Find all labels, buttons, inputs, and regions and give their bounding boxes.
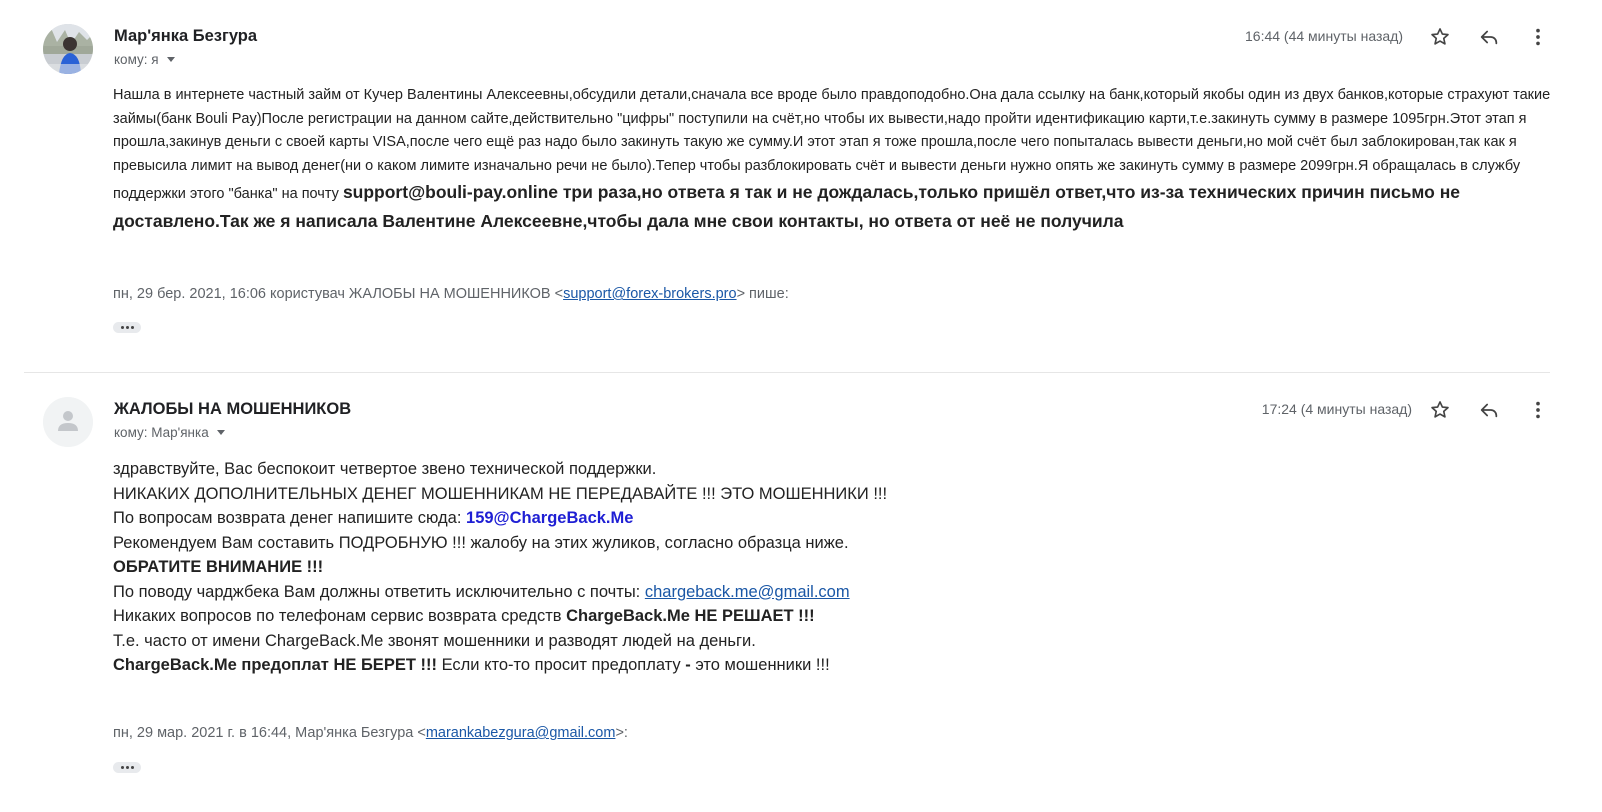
quote-suffix: > пише:: [736, 286, 789, 302]
chargeback-email-link[interactable]: chargeback.me@gmail.com: [644, 582, 850, 601]
quote-email-link[interactable]: marankabezgura@gmail.com: [425, 725, 616, 741]
chargeback-text: По поводу чарджбека Вам должны ответить исключительно с почты:: [113, 582, 645, 601]
message-body: [113, 84, 1553, 236]
sender-name[interactable]: ЖАЛОБЫ НА МОШЕННИКОВ: [114, 400, 352, 418]
body-line-greeting: здравствуйте, Вас беспокоит четвертое звено технической поддержки.: [113, 460, 657, 478]
sender-avatar-photo[interactable]: [43, 24, 93, 74]
body-line-chargeback-email: [113, 580, 1413, 605]
email-message-1: [0, 0, 1602, 372]
dot-icon: [126, 326, 129, 329]
quote-prefix: пн, 29 бер. 2021, 16:06 користувач ЖАЛОБЫ НА МОШЕННИКОВ <: [113, 286, 564, 302]
star-button[interactable]: [1426, 396, 1454, 424]
show-trimmed-content-button[interactable]: [113, 322, 141, 333]
dot-icon: [121, 326, 124, 329]
contact-email[interactable]: 159@ChargeBack.Me: [466, 509, 634, 527]
body-line-prepayment: [113, 653, 1413, 678]
chevron-down-icon[interactable]: [167, 57, 175, 62]
star-icon: [1429, 26, 1451, 48]
body-line-scam-calls: Т.е. часто от имени ChargeBack.Me звонят мошенники и разводят людей на деньги.: [113, 631, 756, 650]
message-body-text: Нашла в интернете частный займ от Кучер Валентины Алексеевны,обсудили детали,сначала все вроде было правдоподобно.Она дала ссылку на банк,который якобы один из двух банков,которые страхуют такие займы(банк Bouli Pay)После регистрации на данном сайте,действительно "цифры" поступили на счёт,но чтобы их вывести,надо пройти идентификацию карти,т.е.закинуть сумму в размере 1095грн.Этот этап я прошла,закинув деньги с своей карты VISA,после чего ещё раз надо было закинуть такую же сумму.И этот этап я тоже прошла,после чего попыталась вывести деньги,но мой счёт был заблокирован,так как я превысила лимит на вывод денег(ни о каком лимите изначально речи не было).Тепер чтобы разблокировать счёт и вывести деньги нужно опять же закинуть сумму в размере 2099грн.Я обращалась в службу поддержки этого "банка" на почту: [113, 87, 1551, 202]
reply-icon: [1478, 26, 1500, 48]
prepayment-dash: -: [685, 656, 691, 674]
quote-suffix: >:: [615, 725, 628, 741]
more-options-button[interactable]: [1524, 396, 1552, 424]
email-message-2: [0, 373, 1602, 812]
prepayment-end: это мошенники !!!: [690, 656, 830, 674]
sender-avatar-default[interactable]: [43, 397, 93, 447]
show-trimmed-content-button[interactable]: [113, 762, 141, 773]
body-line-warning: НИКАКИХ ДОПОЛНИТЕЛЬНЫХ ДЕНЕГ МОШЕННИКАМ НЕ ПЕРЕДАВАЙТЕ !!! ЭТО МОШЕННИКИ !!!: [113, 484, 888, 503]
chevron-down-icon[interactable]: [217, 430, 225, 435]
contact-text: По вопросам возврата денег напишите сюда:: [113, 509, 467, 527]
message-timestamp: 17:24 (4 минуты назад): [1261, 401, 1412, 417]
quoted-attribution: [113, 286, 789, 302]
phone-text: Никаких вопросов по телефонам сервис возврата средств: [113, 607, 567, 625]
recipient-label: кому: Мар'янка: [114, 425, 209, 440]
recipient-line[interactable]: [114, 425, 225, 440]
reply-icon: [1478, 399, 1500, 421]
more-vert-icon: [1527, 399, 1549, 421]
message-body: [113, 457, 1413, 678]
prepayment-bold-text: ChargeBack.Me предоплат НЕ БЕРЕТ !!!: [113, 656, 437, 674]
dot-icon: [131, 326, 134, 329]
star-icon: [1429, 399, 1451, 421]
phone-bold-text: ChargeBack.Me НЕ РЕШАЕТ !!!: [566, 607, 815, 625]
dot-icon: [131, 766, 134, 769]
quote-prefix: пн, 29 мар. 2021 г. в 16:44, Мар'янка Безгура <: [113, 725, 426, 741]
body-line-contact: [113, 506, 1413, 531]
more-vert-icon: [1527, 26, 1549, 48]
body-line-attention: ОБРАТИТЕ ВНИМАНИЕ !!!: [113, 558, 324, 576]
message-timestamp: 16:44 (44 минуты назад): [1245, 28, 1403, 44]
body-line-phone: [113, 604, 1413, 629]
body-line-recommend: Рекомендуем Вам составить ПОДРОБНУЮ !!! жалобу на этих жуликов, согласно образца ниже.: [113, 533, 849, 552]
reply-button[interactable]: [1475, 396, 1503, 424]
more-options-button[interactable]: [1524, 23, 1552, 51]
prepayment-text: Если кто-то просит предоплату: [436, 656, 686, 674]
quoted-attribution: [113, 725, 628, 741]
quote-email-link[interactable]: support@forex-brokers.pro: [563, 286, 737, 302]
recipient-label: кому: я: [114, 52, 159, 67]
dot-icon: [126, 766, 129, 769]
reply-button[interactable]: [1475, 23, 1503, 51]
recipient-line[interactable]: [114, 52, 175, 67]
message-body-bold-text: support@bouli-pay.online три раза,но ответа я так и не дождалась,только пришёл ответ,что из-за технических причин письмо не доставлено.Так же я написала Валентине Алексеевне,чтобы дала мне свои контакты, но ответа от неё не получила: [113, 182, 1461, 231]
dot-icon: [121, 766, 124, 769]
sender-name[interactable]: Мар'янка Безгура: [114, 27, 258, 45]
star-button[interactable]: [1426, 23, 1454, 51]
